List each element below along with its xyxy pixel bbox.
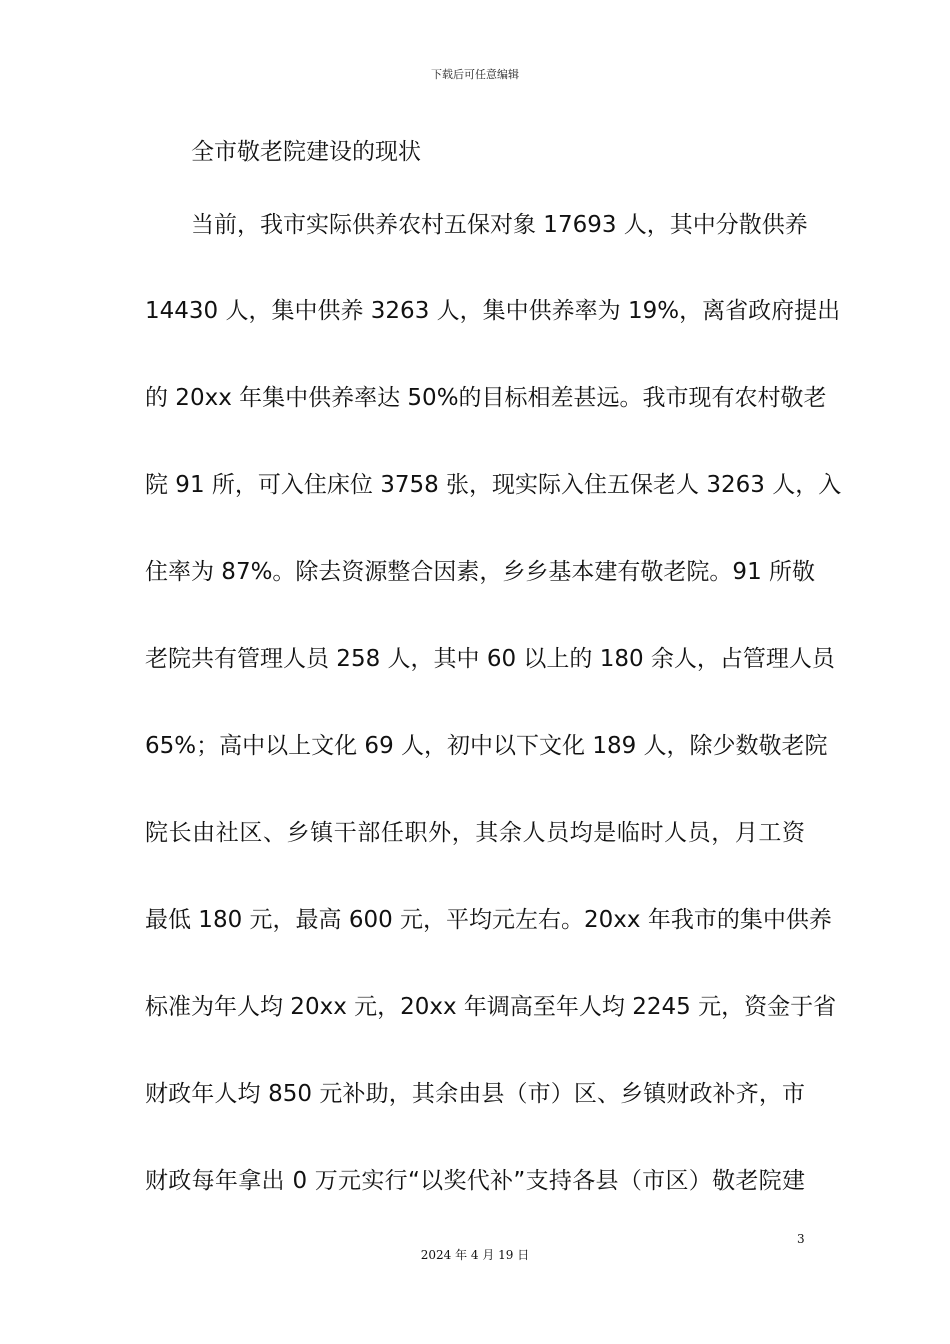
paragraph-line-6: 老院共有管理人员 258 人，其中 60 以上的 180 余人，占管理人员: [145, 646, 835, 672]
page-header: 下载后可任意编辑: [431, 68, 519, 81]
section-heading: 全市敬老院建设的现状: [191, 139, 421, 165]
paragraph-line-7: 65%；高中以上文化 69 人，初中以下文化 189 人，除少数敬老院: [145, 733, 828, 759]
paragraph-line-5: 住率为 87%。除去资源整合因素，乡乡基本建有敬老院。91 所敬: [145, 559, 816, 585]
paragraph-line-4: 院 91 所，可入住床位 3758 张，现实际入住五保老人 3263 人，入: [145, 472, 842, 498]
page-number: 3: [797, 1232, 805, 1246]
paragraph-line-2: 14430 人，集中供养 3263 人，集中供养率为 19%，离省政府提出: [145, 298, 841, 324]
paragraph-line-1: 当前，我市实际供养农村五保对象 17693 人，其中分散供养: [191, 212, 808, 238]
paragraph-line-12: 财政每年拿出 0 万元实行“以奖代补”支持各县（市区）敬老院建: [145, 1168, 805, 1194]
paragraph-line-3: 的 20xx 年集中供养率达 50%的目标相差甚远。我市现有农村敬老: [145, 385, 827, 411]
paragraph-line-8: 院长由社区、乡镇干部任职外，其余人员均是临时人员，月工资: [145, 820, 805, 846]
paragraph-line-10: 标准为年人均 20xx 元，20xx 年调高至年人均 2245 元，资金于省: [145, 994, 837, 1020]
paragraph-line-11: 财政年人均 850 元补助，其余由县（市）区、乡镇财政补齐，市: [145, 1081, 805, 1107]
footer-date: 2024 年 4 月 19 日: [420, 1248, 530, 1262]
paragraph-line-9: 最低 180 元，最高 600 元，平均元左右。20xx 年我市的集中供养: [145, 907, 832, 933]
